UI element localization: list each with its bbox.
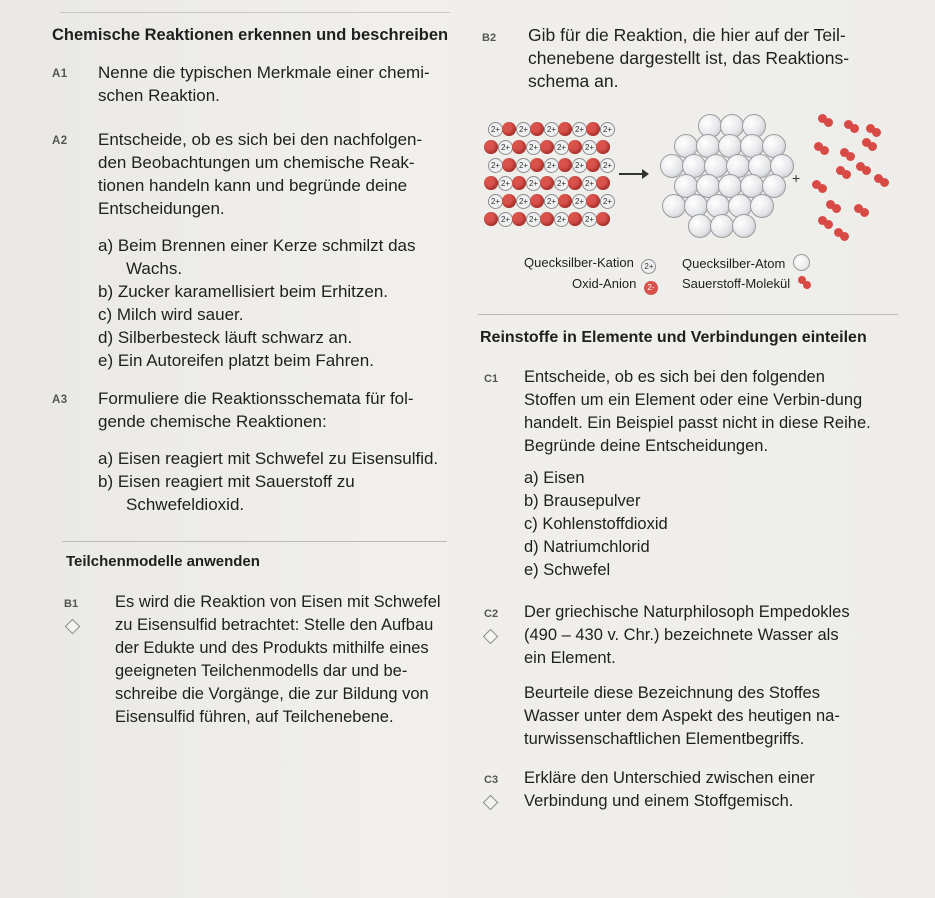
- mercury-atom: [750, 194, 774, 218]
- task-label-a2: A2: [52, 135, 68, 147]
- task-c1-text: Entscheide, ob es sich bei den folgenden Stoffen um ein Element oder eine Verbin-dung handelt. Ein Beispiel passt nicht in diese Reihe. Begründe deine Entscheidungen.: [524, 368, 871, 455]
- mercury-cation: 2+: [554, 140, 569, 155]
- mercury-atom: [732, 214, 756, 238]
- oxygen-molecule: [874, 174, 883, 183]
- task-b1: [64, 591, 454, 729]
- list-item: d) Silberbesteck läuft schwarz an.: [98, 328, 353, 347]
- reaction-arrow-icon: [619, 173, 647, 175]
- legend-anion-label: Oxid-Anion: [572, 276, 637, 291]
- mercury-cation: 2+: [488, 158, 503, 173]
- section-heading-substances: Reinstoffe in Elemente und Verbindungen einteilen: [480, 329, 867, 346]
- oxygen-molecule: [818, 114, 827, 123]
- task-c1: [480, 366, 890, 582]
- difficulty-diamond-icon: [483, 795, 499, 811]
- oxygen-molecule: [856, 162, 865, 171]
- oxide-anion: [558, 158, 572, 172]
- task-c2-text2: Beurteile diese Bezeichnung des Stoffes Wasser unter dem Aspekt des heutigen na-turwissenschaftlichen Elementbegriffs.: [524, 684, 840, 748]
- mercury-cation: 2+: [498, 176, 513, 191]
- oxide-anion: [540, 140, 554, 154]
- mercury-cation: 2+: [600, 158, 615, 173]
- mercury-cation: 2+: [526, 176, 541, 191]
- list-item: c) Milch wird sauer.: [98, 305, 244, 324]
- mercury-cation: 2+: [498, 140, 513, 155]
- task-a1: [52, 61, 452, 107]
- mercury-cation: 2+: [582, 212, 597, 227]
- mercury-cation: 2+: [526, 212, 541, 227]
- mercury-cation: 2+: [516, 158, 531, 173]
- mercury-cation: 2+: [516, 122, 531, 137]
- anion-symbol-icon: 2-: [644, 281, 658, 295]
- oxide-anion: [558, 122, 572, 136]
- task-label-c1: C1: [484, 373, 499, 385]
- oxide-anion: [484, 176, 498, 190]
- mercury-cation: 2+: [572, 158, 587, 173]
- mercury-cation: 2+: [488, 194, 503, 209]
- oxide-anion: [586, 158, 600, 172]
- mercury-cation: 2+: [544, 158, 559, 173]
- difficulty-diamond-icon: [483, 629, 499, 645]
- list-item: d) Natriumchlorid: [524, 538, 650, 556]
- task-c2-text: Der griechische Naturphilosoph Empedokles (490 – 430 v. Chr.) bezeichnete Wasser als ein Element.: [524, 603, 850, 667]
- list-item: e) Schwefel: [524, 561, 611, 579]
- oxide-anion: [568, 140, 582, 154]
- mercury-cation: 2+: [526, 140, 541, 155]
- oxide-anion: [502, 194, 516, 208]
- task-label-c2: C2: [484, 608, 499, 620]
- oxygen-molecule: [814, 142, 823, 151]
- divider: [478, 314, 898, 315]
- task-a3: [52, 387, 452, 516]
- oxide-anion: [586, 194, 600, 208]
- oxide-anion: [512, 176, 526, 190]
- legend-anion: [572, 275, 658, 295]
- mercury-cation: 2+: [582, 176, 597, 191]
- oxide-anion: [512, 212, 526, 226]
- oxide-anion: [558, 194, 572, 208]
- oxygen-molecule: [862, 138, 871, 147]
- oxygen-molecule: [844, 120, 853, 129]
- oxide-anion: [568, 176, 582, 190]
- oxygen-molecule: [854, 204, 863, 213]
- task-label-a3: A3: [52, 394, 68, 406]
- oxygen-molecule: [812, 180, 821, 189]
- mercury-cation: 2+: [544, 194, 559, 209]
- oxygen-molecule: [834, 228, 843, 237]
- mercury-cation: 2+: [572, 194, 587, 209]
- task-c3-text: Erkläre den Unterschied zwischen einer Verbindung und einem Stoffgemisch.: [524, 769, 815, 810]
- oxide-anion: [512, 140, 526, 154]
- task-b1-body: Es wird die Reaktion von Eisen mit Schwefel zu Eisensulfid betrachtet: Stelle den Aufbau der Edukte und des Produkts mithilfe eines geeigneten Teilchenmodells dar und be-schreibe die Vorgänge, die zur Bildung von Eisensulfid führen, auf Teilchenebene.: [115, 593, 441, 726]
- legend-atom-label: Quecksilber-Atom: [682, 256, 786, 271]
- oxide-anion: [530, 158, 544, 172]
- mercury-cation: 2+: [582, 140, 597, 155]
- oxide-anion: [568, 212, 582, 226]
- task-a2-text: Entscheide, ob es sich bei den nachfolgen-den Beobachtungen um chemische Reak-tionen handeln kann und begründe deine Entscheidungen.: [98, 130, 423, 218]
- oxide-anion: [596, 212, 610, 226]
- legend-atom: [682, 254, 810, 273]
- oxide-anion: [540, 176, 554, 190]
- legend-molecule-label: Sauerstoff-Molekül: [682, 276, 791, 291]
- task-b1-text: [115, 591, 454, 729]
- oxygen-molecule-icon: [798, 276, 812, 290]
- plus-sign: +: [792, 170, 801, 186]
- mercury-cation: 2+: [600, 122, 615, 137]
- divider: [62, 541, 447, 542]
- top-rule: [60, 12, 450, 13]
- task-c3: [480, 767, 890, 813]
- list-item: b) Eisen reagiert mit Sauerstoff zu Schwefeldioxid.: [98, 472, 355, 514]
- task-a2-list: [98, 234, 452, 372]
- task-a1-text: Nenne die typischen Merkmale einer chemi-schen Reaktion.: [98, 63, 430, 105]
- oxygen-molecule: [818, 216, 827, 225]
- mercury-cation: 2+: [544, 122, 559, 137]
- mercury-atom: [710, 214, 734, 238]
- oxygen-molecule: [866, 124, 875, 133]
- task-b2: [478, 24, 868, 93]
- list-item: c) Kohlenstoffdioxid: [524, 515, 668, 533]
- mercury-cation: 2+: [572, 122, 587, 137]
- task-a2: [52, 128, 452, 372]
- task-b2-text: Gib für die Reaktion, die hier auf der Teil-chenebene dargestellt ist, das Reaktions-schema an.: [528, 25, 850, 91]
- oxide-anion: [596, 140, 610, 154]
- list-item: b) Brausepulver: [524, 492, 641, 510]
- list-item: a) Eisen reagiert mit Schwefel zu Eisensulfid.: [98, 449, 439, 468]
- section-heading-reactions: Chemische Reaktionen erkennen und beschreiben: [52, 26, 449, 44]
- mercury-atom: [688, 214, 712, 238]
- list-item: a) Eisen: [524, 469, 585, 487]
- mercury-cation: 2+: [488, 122, 503, 137]
- oxide-anion: [484, 212, 498, 226]
- left-column: [52, 24, 452, 516]
- mercury-cation: 2+: [516, 194, 531, 209]
- task-label-b1: B1: [64, 598, 79, 610]
- list-item: b) Zucker karamellisiert beim Erhitzen.: [98, 282, 389, 301]
- mercury-cation: 2+: [498, 212, 513, 227]
- mercury-cation: 2+: [600, 194, 615, 209]
- mercury-cation: 2+: [554, 212, 569, 227]
- task-label-b2: B2: [482, 32, 497, 44]
- oxide-anion: [530, 122, 544, 136]
- oxide-anion: [484, 140, 498, 154]
- oxide-anion: [502, 158, 516, 172]
- oxygen-molecule: [840, 148, 849, 157]
- legend-molecule: [682, 275, 812, 293]
- section-heading-models: Teilchenmodelle anwenden: [66, 553, 260, 570]
- mercury-atom: [662, 194, 686, 218]
- oxide-anion: [530, 194, 544, 208]
- list-item: e) Ein Autoreifen platzt beim Fahren.: [98, 351, 374, 370]
- mercury-atom-icon: [793, 254, 810, 271]
- oxide-anion: [540, 212, 554, 226]
- task-a3-text: Formuliere die Reaktionsschemata für fol-gende chemische Reaktionen:: [98, 389, 414, 431]
- oxide-anion: [586, 122, 600, 136]
- mercury-cation: 2+: [554, 176, 569, 191]
- list-item: a) Beim Brennen einer Kerze schmilzt das Wachs.: [98, 236, 416, 278]
- oxygen-molecule: [836, 166, 845, 175]
- cation-symbol-icon: 2+: [641, 259, 656, 274]
- task-label-a1: A1: [52, 68, 68, 80]
- legend-cation-label: Quecksilber-Kation: [524, 255, 634, 270]
- oxide-anion: [502, 122, 516, 136]
- task-c2: [480, 601, 890, 751]
- oxide-anion: [596, 176, 610, 190]
- task-label-c3: C3: [484, 774, 499, 786]
- legend-cation: [524, 254, 656, 274]
- oxygen-molecule: [826, 200, 835, 209]
